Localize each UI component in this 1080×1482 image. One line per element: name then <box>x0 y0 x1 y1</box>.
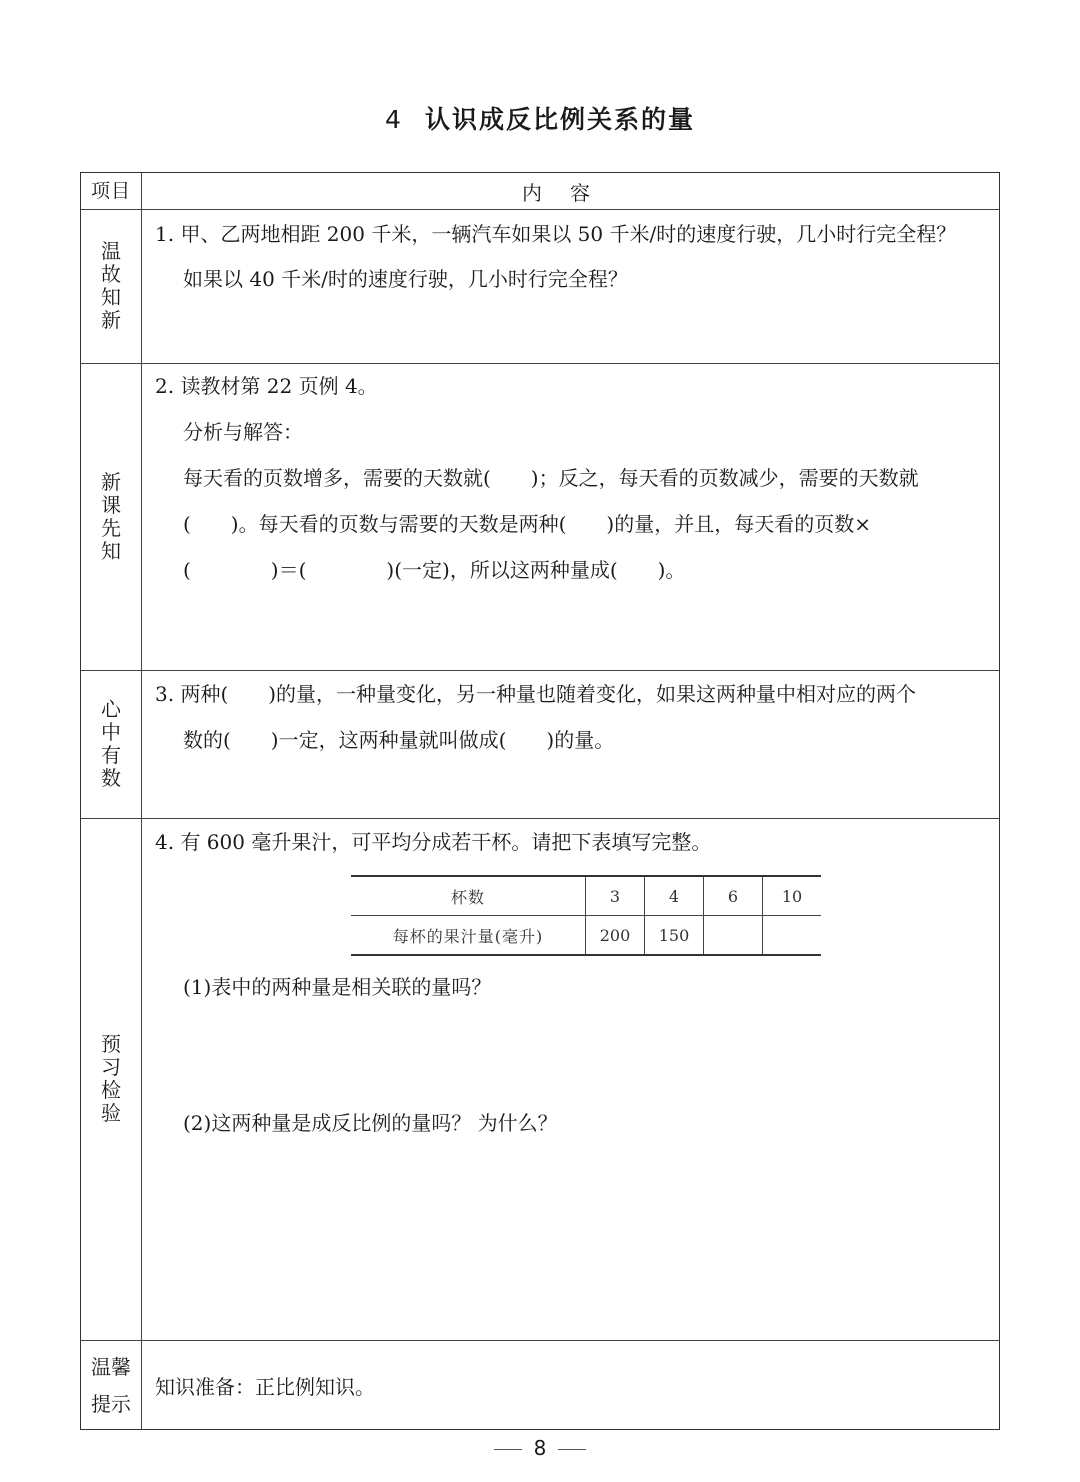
blank-cell[interactable] <box>763 916 822 956</box>
lesson-title: 认识成反比例关系的量 <box>424 105 695 134</box>
table-cell: 150 <box>645 916 704 956</box>
page-number: 8 <box>0 1436 1080 1460</box>
page-number-dash-right <box>558 1449 586 1450</box>
table-cell: 4 <box>645 876 704 916</box>
question-4-line-1: 4. 有 600 毫升果汁，可平均分成若干杯。请把下表填写完整。 <box>155 830 712 854</box>
table-cell: 6 <box>704 876 763 916</box>
question-1-line-1: 1. 甲、乙两地相距 200 千米，一辆汽车如果以 50 千米/时的速度行驶，几小时行完全程？ <box>155 222 957 246</box>
question-2-line-1: 2. 读教材第 22 页例 4。 <box>155 374 378 398</box>
table-cell: 3 <box>586 876 645 916</box>
table-row <box>351 876 821 916</box>
row-divider <box>81 209 999 210</box>
lesson-number: 4 <box>385 105 403 134</box>
row-header-juice-per-cup: 每杯的果汁量(毫升) <box>351 916 586 956</box>
table-cell: 10 <box>763 876 822 916</box>
row-divider <box>81 1340 999 1341</box>
question-4-sub-2: (2)这两种量是成反比例的量吗？ 为什么？ <box>183 1111 558 1135</box>
row-divider <box>81 363 999 364</box>
question-2-line-2: 分析与解答： <box>183 420 303 444</box>
blank-cell[interactable] <box>704 916 763 956</box>
section-label-preview: 新 课 先 知 <box>101 469 121 563</box>
page-title <box>0 100 1080 136</box>
page-number-dash-left <box>494 1449 522 1450</box>
section-label-concept: 心 中 有 数 <box>101 697 121 790</box>
juice-table <box>351 875 821 956</box>
question-2-line-3: 每天看的页数增多，需要的天数就( )；反之，每天看的页数减少，需要的天数就 <box>183 466 919 490</box>
question-3-line-1: 3. 两种( )的量，一种量变化，另一种量也随着变化，如果这两种量中相对应的两个 <box>155 682 917 706</box>
worksheet-table <box>80 172 1000 1430</box>
column-divider <box>141 173 142 1429</box>
section-label-review: 温 故 知 新 <box>101 239 121 332</box>
row-header-cups: 杯数 <box>351 876 586 916</box>
header-content-label: 内容 <box>522 180 618 205</box>
question-3-line-2: 数的( )一定，这两种量就叫做成( )的量。 <box>183 728 615 752</box>
table-cell: 200 <box>586 916 645 956</box>
row-divider <box>81 818 999 819</box>
section-label-tip: 温馨 提示 <box>91 1354 131 1416</box>
question-1-line-2: 如果以 40 千米/时的速度行驶，几小时行完全程？ <box>183 267 628 291</box>
row-divider <box>81 670 999 671</box>
tip-text: 知识准备：正比例知识。 <box>155 1375 375 1399</box>
header-item-label: 项目 <box>90 179 131 202</box>
section-label-check: 预 习 检 验 <box>101 1032 121 1125</box>
question-2-line-5: ( )＝( )(一定)，所以这两种量成( )。 <box>183 558 686 582</box>
question-4-sub-1: (1)表中的两种量是相关联的量吗？ <box>183 975 492 999</box>
table-row <box>351 916 821 956</box>
question-2-line-4: ( )。每天看的页数与需要的天数是两种( )的量，并且，每天看的页数× <box>183 512 871 536</box>
